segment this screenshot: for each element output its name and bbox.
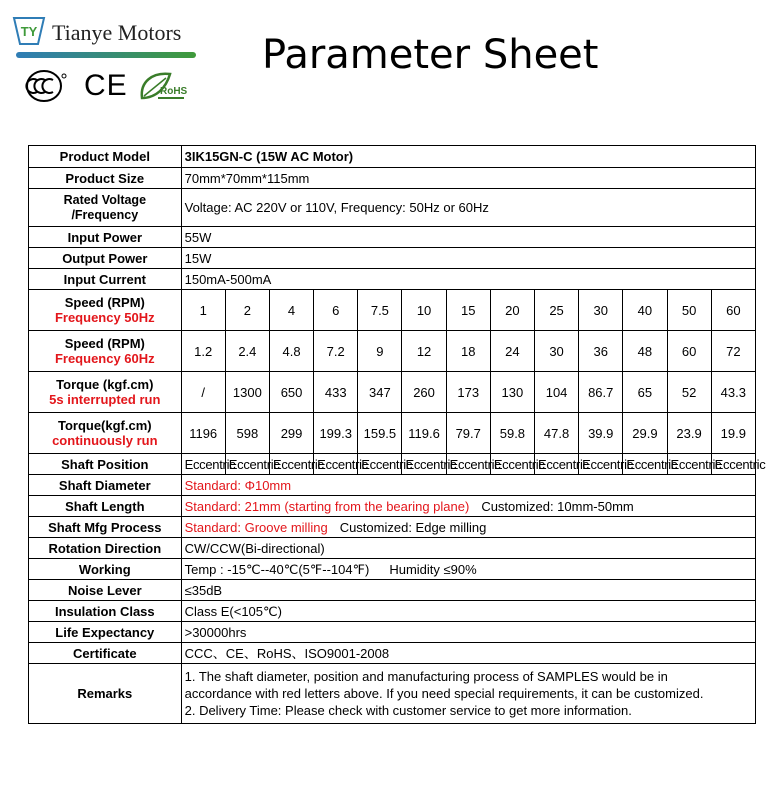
page-title: Parameter Sheet <box>262 32 599 78</box>
life-value: >30000hrs <box>181 622 755 643</box>
parameter-table <box>28 145 766 724</box>
shaft-length-label: Shaft Length <box>29 496 182 517</box>
shaft-position-cell: Eccentric <box>667 454 711 475</box>
shaft-position-cell: Eccentric <box>711 454 755 475</box>
shaft-position-cell: Eccentric <box>446 454 490 475</box>
rated-voltage-label-line1: Rated Voltage <box>63 192 147 207</box>
rohs-label: RoHS <box>160 86 188 97</box>
product-size-label: Product Size <box>29 168 182 189</box>
row-remarks <box>29 664 756 724</box>
product-size-value: 70mm*70mm*115mm <box>181 168 755 189</box>
speed-50hz-cell: 15 <box>446 290 490 331</box>
speed-50hz-cell: 6 <box>314 290 358 331</box>
rohs-icon <box>136 68 188 104</box>
shaft-position-cell: Eccentric <box>181 454 225 475</box>
row-input-power <box>29 227 756 248</box>
row-output-power <box>29 248 756 269</box>
speed-50hz-label-sub: Frequency 50Hz <box>54 310 155 325</box>
working-humidity: Humidity ≤90% <box>389 561 477 577</box>
noise-label: Noise Lever <box>29 580 182 601</box>
torque-interrupted-cell: 43.3 <box>711 372 755 413</box>
shaft-mfg-custom: Customized: Edge milling <box>339 519 487 535</box>
working-value <box>181 559 755 580</box>
output-power-label: Output Power <box>29 248 182 269</box>
shaft-length-standard: Standard: 21mm (starting from the bearing plane) <box>184 498 470 514</box>
speed-60hz-label-sub: Frequency 60Hz <box>54 351 155 366</box>
speed-60hz-cell: 60 <box>667 331 711 372</box>
noise-value: ≤35dB <box>181 580 755 601</box>
speed-50hz-cell: 60 <box>711 290 755 331</box>
torque-interrupted-cell: 86.7 <box>579 372 623 413</box>
row-working <box>29 559 756 580</box>
row-certificate <box>29 643 756 664</box>
torque-interrupted-cell: 104 <box>534 372 578 413</box>
product-model-label: Product Model <box>29 146 182 168</box>
torque-interrupted-label-main: Torque (kgf.cm) <box>56 377 154 392</box>
speed-60hz-cell: 2.4 <box>225 331 269 372</box>
row-rotation <box>29 538 756 559</box>
shaft-length-value <box>181 496 755 517</box>
insulation-value: Class E(<105℃) <box>181 601 755 622</box>
torque-continuous-cell: 199.3 <box>314 413 358 454</box>
shaft-position-cell: Eccentric <box>402 454 446 475</box>
torque-continuous-cell: 23.9 <box>667 413 711 454</box>
torque-interrupted-cell: 65 <box>623 372 667 413</box>
torque-interrupted-cell: 1300 <box>225 372 269 413</box>
speed-60hz-cell: 7.2 <box>314 331 358 372</box>
row-shaft-diameter <box>29 475 756 496</box>
product-model-value: 3IK15GN-C (15W AC Motor) <box>181 146 755 168</box>
input-current-label: Input Current <box>29 269 182 290</box>
speed-60hz-cell: 1.2 <box>181 331 225 372</box>
speed-60hz-cell: 30 <box>534 331 578 372</box>
row-torque-interrupted <box>29 372 756 413</box>
speed-60hz-cell: 72 <box>711 331 755 372</box>
shaft-diameter-label: Shaft Diameter <box>29 475 182 496</box>
ccc-icon <box>24 68 68 104</box>
torque-interrupted-cell: / <box>181 372 225 413</box>
speed-50hz-cell: 40 <box>623 290 667 331</box>
torque-continuous-cell: 119.6 <box>402 413 446 454</box>
shaft-diameter-standard: Standard: Φ10mm <box>184 477 292 493</box>
torque-interrupted-cell: 433 <box>314 372 358 413</box>
rated-voltage-label <box>29 189 182 227</box>
brand-underline <box>16 52 196 58</box>
input-power-label: Input Power <box>29 227 182 248</box>
ce-mark: CE <box>84 69 128 102</box>
certificate-value: CCC、CE、RoHS、ISO9001-2008 <box>181 643 755 664</box>
shaft-position-cell: Eccentric <box>314 454 358 475</box>
row-rated-voltage <box>29 189 756 227</box>
shaft-mfg-value <box>181 517 755 538</box>
row-shaft-mfg <box>29 517 756 538</box>
rotation-value: CW/CCW(Bi-directional) <box>181 538 755 559</box>
torque-continuous-cell: 29.9 <box>623 413 667 454</box>
shaft-position-cell: Eccentric <box>358 454 402 475</box>
remarks-line-1: 1. The shaft diameter, position and manufacturing process of SAMPLES would be in <box>184 669 668 684</box>
torque-interrupted-cell: 52 <box>667 372 711 413</box>
torque-continuous-label-main: Torque(kgf.cm) <box>57 418 152 433</box>
remarks-value <box>181 664 755 724</box>
logo-badge-text: TY <box>20 24 38 39</box>
row-shaft-position <box>29 454 756 475</box>
row-insulation <box>29 601 756 622</box>
brand-name: Tianye Motors <box>52 20 182 45</box>
speed-50hz-cell: 10 <box>402 290 446 331</box>
torque-continuous-cell: 299 <box>269 413 313 454</box>
torque-interrupted-cell: 347 <box>358 372 402 413</box>
header <box>0 0 783 120</box>
insulation-label: Insulation Class <box>29 601 182 622</box>
input-current-value: 150mA-500mA <box>181 269 755 290</box>
torque-interrupted-label <box>29 372 182 413</box>
output-power-value: 15W <box>181 248 755 269</box>
speed-60hz-cell: 48 <box>623 331 667 372</box>
torque-continuous-label-sub: continuously run <box>52 433 158 448</box>
speed-50hz-cell: 20 <box>490 290 534 331</box>
shaft-mfg-standard: Standard: Groove milling <box>184 519 328 535</box>
shaft-diameter-value <box>181 475 755 496</box>
speed-60hz-label <box>29 331 182 372</box>
torque-interrupted-cell: 173 <box>446 372 490 413</box>
row-noise <box>29 580 756 601</box>
working-temp: Temp : -15℃--40℃(5℉--104℉) <box>184 561 370 577</box>
speed-50hz-cell: 1 <box>181 290 225 331</box>
speed-50hz-cell: 2 <box>225 290 269 331</box>
row-input-current <box>29 269 756 290</box>
shaft-position-cell: Eccentric <box>623 454 667 475</box>
shaft-position-cell: Eccentric <box>269 454 313 475</box>
torque-continuous-cell: 19.9 <box>711 413 755 454</box>
speed-60hz-cell: 24 <box>490 331 534 372</box>
torque-interrupted-label-sub: 5s interrupted run <box>49 392 161 407</box>
speed-60hz-cell: 12 <box>402 331 446 372</box>
rated-voltage-label-line2: /Frequency <box>71 207 139 222</box>
torque-continuous-cell: 39.9 <box>579 413 623 454</box>
certificate-label: Certificate <box>29 643 182 664</box>
shaft-position-cell: Eccentric <box>534 454 578 475</box>
working-label: Working <box>29 559 182 580</box>
shaft-length-custom: Customized: 10mm-50mm <box>481 498 634 514</box>
torque-continuous-cell: 79.7 <box>446 413 490 454</box>
speed-50hz-label-main: Speed (RPM) <box>64 295 145 310</box>
input-power-value: 55W <box>181 227 755 248</box>
torque-continuous-cell: 159.5 <box>358 413 402 454</box>
torque-interrupted-cell: 130 <box>490 372 534 413</box>
speed-60hz-cell: 18 <box>446 331 490 372</box>
torque-interrupted-cell: 650 <box>269 372 313 413</box>
speed-60hz-cell: 4.8 <box>269 331 313 372</box>
row-product-size <box>29 168 756 189</box>
speed-50hz-cell: 50 <box>667 290 711 331</box>
speed-50hz-label <box>29 290 182 331</box>
shaft-position-cell: Eccentric <box>579 454 623 475</box>
certification-marks <box>24 68 204 108</box>
ty-badge-icon <box>12 16 46 46</box>
torque-continuous-cell: 598 <box>225 413 269 454</box>
remarks-line-3: 2. Delivery Time: Please check with customer service to get more information. <box>184 703 632 718</box>
rotation-label: Rotation Direction <box>29 538 182 559</box>
row-speed-50hz <box>29 290 756 331</box>
shaft-mfg-label: Shaft Mfg Process <box>29 517 182 538</box>
torque-continuous-cell: 47.8 <box>534 413 578 454</box>
remarks-line-2: accordance with red letters above. If you need special requirements, it can be customized. <box>184 686 704 701</box>
shaft-position-cell: Eccentric <box>490 454 534 475</box>
row-torque-continuous <box>29 413 756 454</box>
life-label: Life Expectancy <box>29 622 182 643</box>
rated-voltage-value: Voltage: AC 220V or 110V, Frequency: 50Hz or 60Hz <box>181 189 755 227</box>
shaft-position-cell: Eccentric <box>225 454 269 475</box>
row-speed-60hz <box>29 331 756 372</box>
torque-interrupted-cell: 260 <box>402 372 446 413</box>
torque-continuous-cell: 1196 <box>181 413 225 454</box>
speed-50hz-cell: 7.5 <box>358 290 402 331</box>
speed-50hz-cell: 25 <box>534 290 578 331</box>
remarks-label: Remarks <box>29 664 182 724</box>
speed-60hz-cell: 9 <box>358 331 402 372</box>
company-logo <box>8 10 198 70</box>
row-life <box>29 622 756 643</box>
row-product-model <box>29 146 756 168</box>
speed-50hz-cell: 4 <box>269 290 313 331</box>
torque-continuous-cell: 59.8 <box>490 413 534 454</box>
speed-60hz-label-main: Speed (RPM) <box>64 336 145 351</box>
torque-continuous-label <box>29 413 182 454</box>
speed-50hz-cell: 30 <box>579 290 623 331</box>
row-shaft-length <box>29 496 756 517</box>
speed-60hz-cell: 36 <box>579 331 623 372</box>
shaft-position-label: Shaft Position <box>29 454 182 475</box>
